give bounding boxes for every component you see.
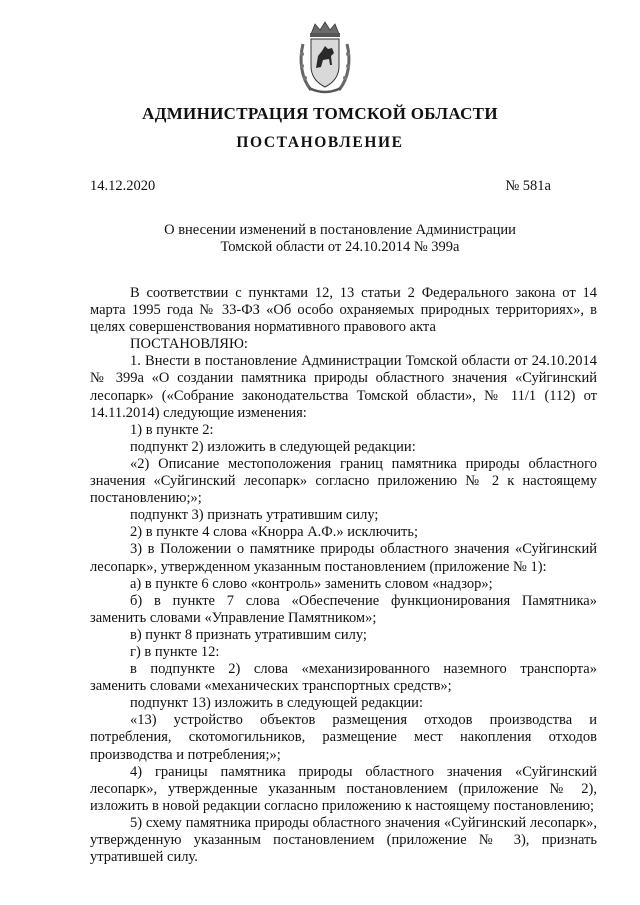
paragraph: 2) в пункте 4 слова «Кнорра А.Ф.» исключить; [130, 524, 419, 541]
paragraph-item-1: 1. Внести в постановление Администрации Томской области от 24.10.2014 № 399а «О создании памятника природы областного значения «Суйгинский лесопарк» («Собрание законодательства Томской области», № 11/1 (112) от 14.11.2014) следующие изменения: [90, 353, 597, 421]
paragraph: в) пункт 8 признать утратившим силу; [130, 626, 367, 643]
paragraph: «13) устройство объектов размещения отходов производства и потребления, скотомогильников, размещение мест накопления отходов производства и потребления;»; [90, 712, 597, 763]
document-subject [130, 222, 550, 256]
paragraph: 4) границы памятника природы областного значения «Суйгинский лесопарк», утвержденные указанным постановлением (приложение № 2), изложить в новой редакции согласно приложению к настоящему постановлению; [90, 763, 597, 814]
subject-line-1: О внесении изменений в постановление Администрации [164, 222, 516, 238]
paragraph: подпункт 3) признать утратившим силу; [130, 507, 379, 524]
paragraph: подпункт 13) изложить в следующей редакции: [130, 695, 423, 712]
coat-of-arms-icon [297, 20, 353, 96]
paragraph-resolve: ПОСТАНОВЛЯЮ: [130, 336, 248, 353]
paragraph: подпункт 2) изложить в следующей редакции: [130, 438, 416, 455]
paragraph: б) в пункте 7 слова «Обеспечение функционирования Памятника» заменить словами «Управление Памятником»; [90, 592, 597, 626]
paragraph: 3) в Положении о памятнике природы областного значения «Суйгинский лесопарк», утвержденном указанным постановлением (приложение № 1): [90, 541, 597, 575]
paragraph: г) в пункте 12: [130, 643, 220, 660]
document-number: № 581а [505, 178, 551, 194]
document-type: ПОСТАНОВЛЕНИЕ [236, 134, 404, 151]
paragraph: 5) схему памятника природы областного значения «Суйгинский лесопарк», утвержденную указанным постановлением (приложение № 3), признать утратившей силу. [90, 814, 597, 866]
organization-title: АДМИНИСТРАЦИЯ ТОМСКОЙ ОБЛАСТИ [142, 104, 498, 123]
paragraph: 1) в пункте 2: [130, 421, 214, 438]
subject-line-2: Томской области от 24.10.2014 № 399а [220, 239, 460, 255]
paragraph-preamble: В соответствии с пунктами 12, 13 статьи 2 Федерального закона от 14 марта 1995 года № 33-ФЗ «Об особо охраняемых природных территориях», в целях совершенствования нормативного правового акта [90, 285, 597, 336]
paragraph: в подпункте 2) слова «механизированного наземного транспорта» заменить словами «механических транспортных средств»; [90, 661, 597, 695]
document-date: 14.12.2020 [90, 178, 156, 194]
paragraph: а) в пункте 6 слово «контроль» заменить словом «надзор»; [130, 575, 493, 592]
paragraph: «2) Описание местоположения границ памятника природы областного значения «Суйгинский лесопарк» согласно приложению № 2 к настоящему постановлению;»; [90, 455, 597, 507]
document-body [90, 285, 597, 866]
